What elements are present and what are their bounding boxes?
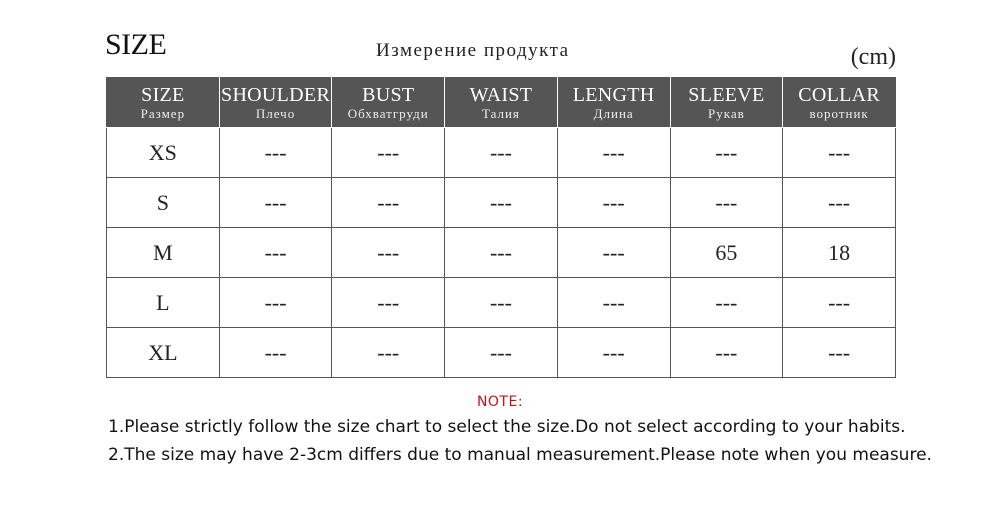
sleeve-cell: --- [670, 328, 783, 378]
column-header-label: COLLAR [798, 83, 881, 106]
waist-cell: --- [445, 228, 558, 278]
column-header-label: WAIST [469, 83, 533, 106]
shoulder-cell: --- [219, 128, 332, 178]
column-header-shoulder [219, 78, 332, 128]
size-chart-table [106, 77, 896, 378]
collar-cell: --- [783, 278, 896, 328]
bust-cell: --- [332, 178, 445, 228]
size-cell: L [107, 278, 220, 328]
shoulder-cell: --- [219, 228, 332, 278]
length-cell: --- [557, 328, 670, 378]
bust-cell: --- [332, 328, 445, 378]
column-header-sublabel: воротник [809, 105, 869, 121]
bust-cell: --- [332, 278, 445, 328]
collar-cell: --- [783, 178, 896, 228]
column-header-sublabel: Размер [140, 105, 186, 121]
shoulder-cell: --- [219, 328, 332, 378]
unit-label: (cm) [850, 44, 896, 70]
sleeve-cell: 65 [670, 228, 783, 278]
table-header-row [107, 78, 896, 128]
column-header-length [557, 78, 670, 128]
length-cell: --- [557, 178, 670, 228]
waist-cell: --- [445, 178, 558, 228]
column-header-waist [445, 78, 558, 128]
size-cell: S [107, 178, 220, 228]
column-header-sleeve [670, 78, 783, 128]
column-header-sublabel: Рукав [707, 105, 745, 121]
column-header-sublabel: Плечо [255, 105, 296, 121]
column-header-sublabel: Обхватгруди [347, 105, 429, 121]
waist-cell: --- [445, 328, 558, 378]
size-cell: XL [107, 328, 220, 378]
collar-cell: --- [783, 128, 896, 178]
shoulder-cell: --- [219, 178, 332, 228]
length-cell: --- [557, 278, 670, 328]
table-row [107, 328, 896, 378]
column-header-bust [332, 78, 445, 128]
note-title: NOTE: [476, 394, 524, 410]
column-header-size [107, 78, 220, 128]
column-header-label: SLEEVE [688, 83, 765, 106]
bust-cell: --- [332, 128, 445, 178]
column-header-label: LENGTH [572, 83, 655, 106]
column-header-sublabel: Длина [593, 105, 634, 121]
sleeve-cell: --- [670, 128, 783, 178]
bust-cell: --- [332, 228, 445, 278]
length-cell: --- [557, 128, 670, 178]
length-cell: --- [557, 228, 670, 278]
note-line-1: 1.Please strictly follow the size chart to select the size.Do not select according to your habits. [108, 417, 906, 437]
table-row [107, 228, 896, 278]
table-row [107, 278, 896, 328]
collar-cell: 18 [783, 228, 896, 278]
column-header-sublabel: Талия [481, 105, 520, 121]
column-header-collar [783, 78, 896, 128]
sleeve-cell: --- [670, 178, 783, 228]
note-line-2: 2.The size may have 2-3cm differs due to manual measurement.Please note when you measure. [108, 445, 932, 465]
size-cell: XS [107, 128, 220, 178]
waist-cell: --- [445, 128, 558, 178]
shoulder-cell: --- [219, 278, 332, 328]
size-heading: SIZE [105, 28, 167, 61]
column-header-label: SHOULDER [221, 83, 331, 106]
size-cell: M [107, 228, 220, 278]
table-row [107, 128, 896, 178]
column-header-label: BUST [362, 83, 415, 106]
column-header-label: SIZE [141, 83, 185, 106]
collar-cell: --- [783, 328, 896, 378]
product-measurement-title: Измерение продукта [376, 40, 570, 61]
table-row [107, 178, 896, 228]
sleeve-cell: --- [670, 278, 783, 328]
waist-cell: --- [445, 278, 558, 328]
